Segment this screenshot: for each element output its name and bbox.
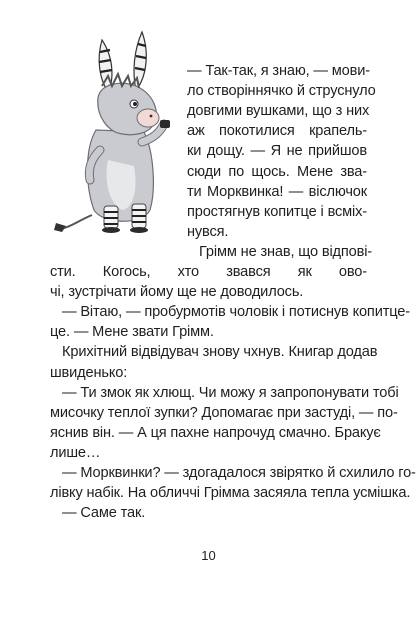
text-line: аж покотилися крапель- — [187, 123, 367, 139]
text-line: ки дощу. — Я не прийшов — [187, 143, 367, 159]
text-line: простягнув копитце і всміх- — [187, 204, 367, 220]
text-line: мисочку теплої зупки? Допомагає при застуді, — по- — [50, 405, 398, 421]
text-line: ло створіннячко й струснуло — [187, 83, 376, 99]
text-line: лише… — [50, 445, 101, 461]
text-line: — Так-так, я знаю, — мови- — [187, 63, 370, 79]
page-number: 10 — [201, 548, 216, 563]
text-line: чі, зустрічати йому ще не доводилось. — [50, 284, 304, 300]
text-line: сти. Когось, хто звався як ово- — [50, 264, 367, 280]
text-line: довгими вушками, що з них — [187, 103, 370, 119]
text-line: лівку набік. На обличчі Грімма засяяла тепла усмішка. — [50, 485, 411, 501]
text-line: — Морквинки? — здогадалося звірятко й схилило го- — [62, 465, 416, 481]
text-line: швиденько: — [50, 365, 128, 381]
text-line: нувся. — [187, 224, 229, 240]
text-line: це. — Мене звати Грімм. — [50, 324, 214, 340]
text-line: яснив він. — А ця пахне напрочуд смачно. Бракує — [50, 425, 381, 441]
text-line: — Вітаю, — пробурмотів чоловік і потиснув копитце- — [62, 304, 410, 320]
text-line: Грімм не знав, що відпові- — [199, 244, 373, 260]
text-line: Крихітний відвідувач знову чхнув. Книгар додав — [62, 344, 378, 360]
donkey-illustration — [50, 20, 180, 245]
text-line: ти Морквинка! — віслючок — [187, 184, 367, 200]
text-line: — Саме так. — [62, 505, 146, 521]
text-line: сюди по щось. Мене зва- — [187, 164, 367, 180]
text-line: — Ти змок як хлющ. Чи можу я запропонувати тобі — [62, 385, 399, 401]
